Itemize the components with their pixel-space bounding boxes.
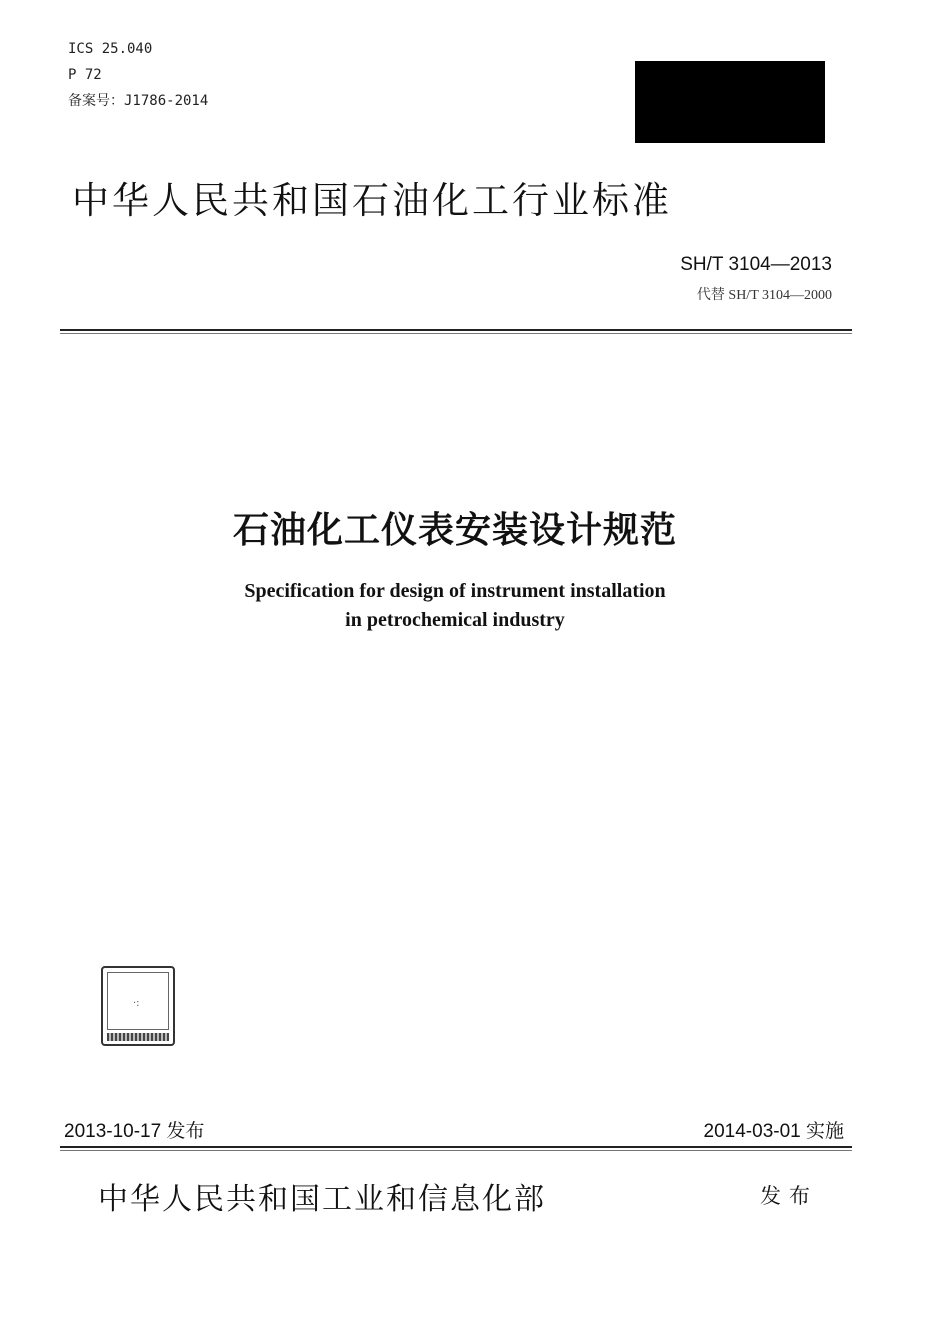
title-en-line-1: Specification for design of instrument installation xyxy=(244,580,666,602)
bottom-divider xyxy=(60,1146,852,1148)
publisher-name: 中华人民共和国工业和信息化部 xyxy=(98,1182,546,1217)
publish-action: 发布 xyxy=(760,1184,818,1208)
document-title-cn: 石油化工仪表安装设计规范 xyxy=(232,510,677,551)
ics-code: ICS 25.040 xyxy=(68,41,153,57)
document-metadata xyxy=(68,36,208,114)
seal-stamp xyxy=(101,966,175,1046)
stamp-mark: ·: xyxy=(133,998,140,1009)
title-en-line-2: in petrochemical industry xyxy=(345,609,565,631)
effective-date: 2014-03-01 实施 xyxy=(703,1121,844,1142)
industry-standard-title: 中华人民共和国石油化工行业标准 xyxy=(72,179,672,222)
filing-number: 备案号：J1786-2014 xyxy=(68,93,209,109)
document-title-en xyxy=(0,577,910,635)
issue-date: 2013-10-17 发布 xyxy=(64,1121,205,1142)
redacted-block xyxy=(635,61,825,143)
standard-code: SH/T 3104—2013 xyxy=(680,254,832,275)
replaces-standard: 代替 SH/T 3104—2000 xyxy=(696,288,832,303)
classification-code: P 72 xyxy=(68,67,102,83)
top-divider xyxy=(60,329,852,331)
stamp-strip xyxy=(107,1033,169,1041)
